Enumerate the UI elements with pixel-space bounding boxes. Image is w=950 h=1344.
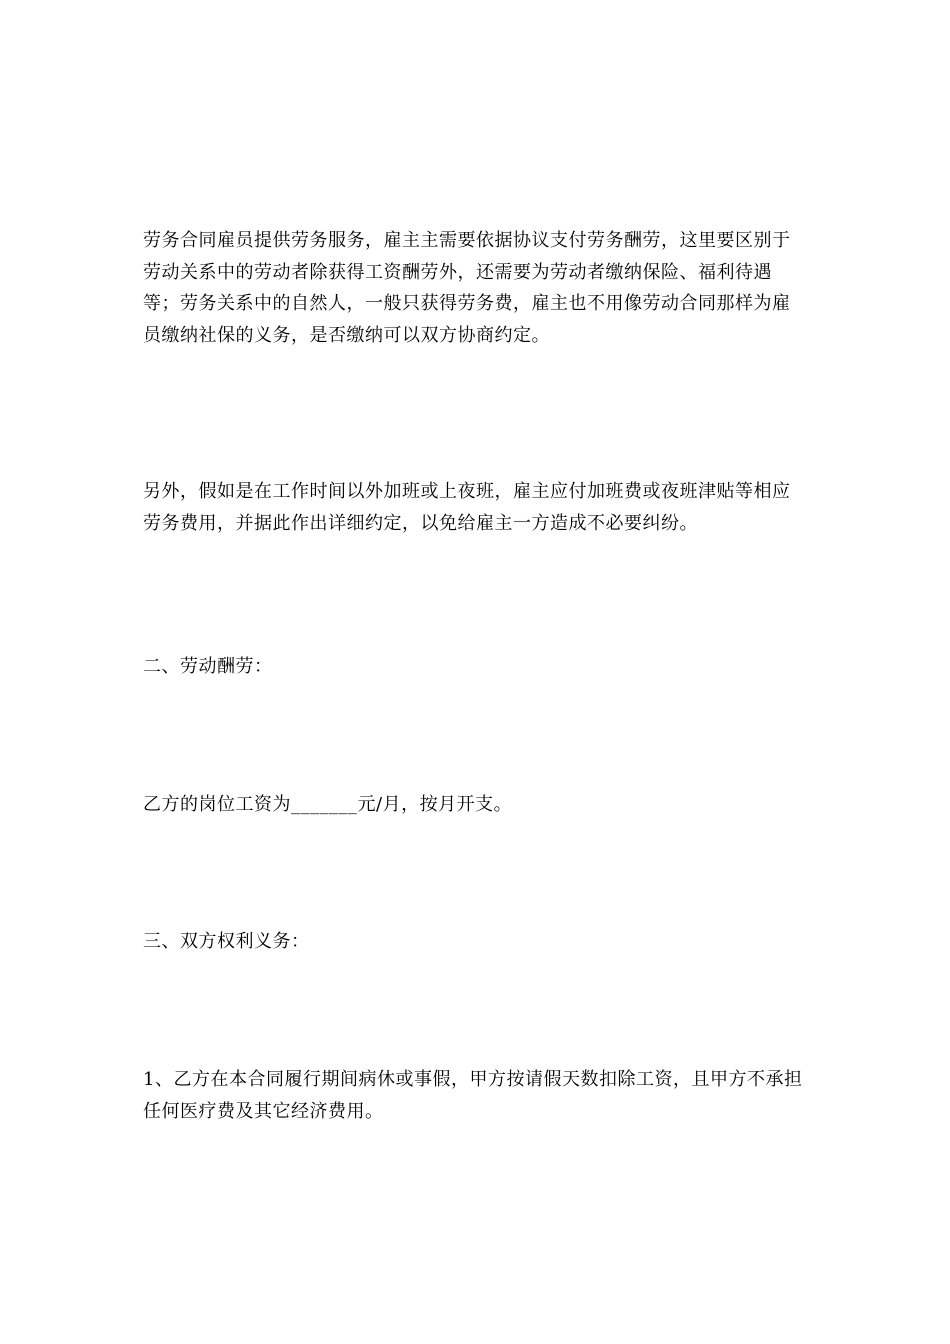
section-heading-remuneration: 二、劳动酬劳： [143,656,273,677]
paragraph-overtime-pay: 另外，假如是在工作时间以外加班或上夜班，雇主应付加班费或夜班津贴等相应劳务费用，并据此作出详细约定，以免给雇主一方造成不必要纠纷。 [143,481,791,534]
paragraph-labor-service-payment: 劳务合同雇员提供劳务服务，雇主主需要依据协议支付劳务酬劳，这里要区别于劳动关系中的劳动者除获得工资酬劳外，还需要为劳动者缴纳保险、福利待遇等；劳务关系中的自然人，一般只获得劳务费，雇主也不用像劳动合同那样为雇员缴纳社保的义务，是否缴纳可以双方协商约定。 [143,230,791,346]
paragraph-salary: 乙方的岗位工资为_______元/月，按月开支。 [143,794,513,815]
section-heading-rights-obligations: 三、双方权利义务： [143,931,310,952]
paragraph-clause-1-leave: 1、乙方在本合同履行期间病休或事假，甲方按请假天数扣除工资，且甲方不承担任何医疗费及其它经济费用。 [143,1069,803,1122]
